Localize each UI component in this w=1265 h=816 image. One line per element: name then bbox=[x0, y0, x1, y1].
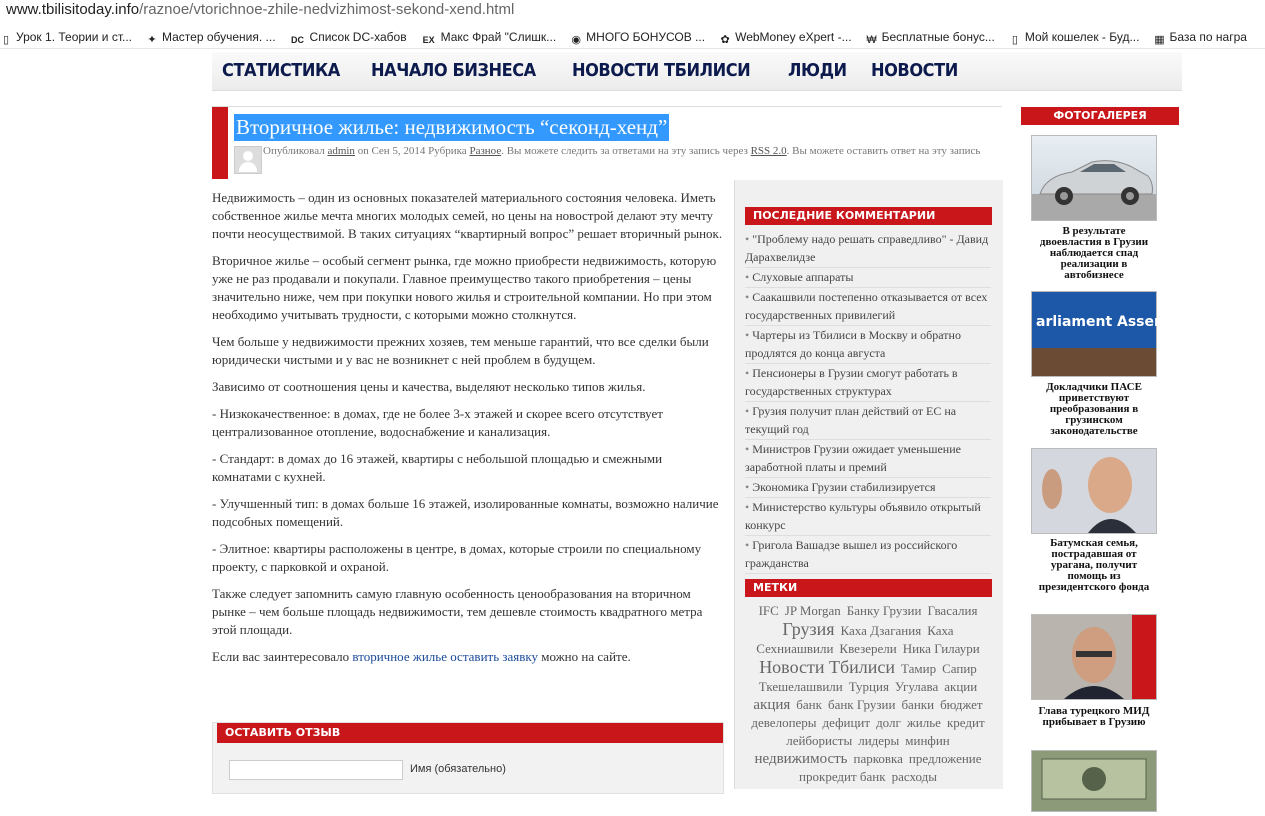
bookmark-label: Мой кошелек - Буд... bbox=[1024, 30, 1140, 44]
tag-link[interactable]: акции bbox=[944, 679, 978, 694]
tag-link[interactable]: Тамир bbox=[901, 661, 937, 676]
bookmark-item[interactable] bbox=[1153, 26, 1246, 48]
portrait-photo-icon bbox=[1032, 615, 1156, 699]
bookmark-item[interactable] bbox=[0, 26, 132, 48]
comment-link[interactable]: • Пенсионеры в Грузии смогут работать в государственных структурах bbox=[745, 364, 991, 402]
gallery-thumb-2[interactable] bbox=[1031, 291, 1179, 377]
bookmark-item[interactable] bbox=[719, 26, 852, 48]
apply-link[interactable]: вторичное жилье оставить заявку bbox=[352, 649, 539, 664]
article-title[interactable]: Вторичное жилье: недвижимость “секонд-хенд” bbox=[236, 115, 668, 139]
main-nav bbox=[212, 52, 1182, 91]
gallery-thumb-4[interactable] bbox=[1031, 614, 1157, 700]
article-paragraph: Вторичное жилье – особый сегмент рынка, где можно приобрести недвижимость, которую уже не раз продавали и покупали. Главное преимущество такого приобретения – цены значительно ниже, чем при покупки нового жилья и строительной компании. Но при этом необходимо учитывать трудности, с которыми можно столкнутся. bbox=[212, 253, 717, 322]
tag-link[interactable]: лейбористы bbox=[786, 733, 853, 748]
nav-item[interactable]: НОВОСТИ bbox=[871, 60, 959, 81]
url-text[interactable] bbox=[6, 1, 514, 18]
tag-link[interactable]: Банку Грузии bbox=[846, 603, 922, 618]
tag-link[interactable]: парковка bbox=[853, 751, 903, 766]
meta-published: Опубликовал bbox=[263, 145, 325, 157]
comment-link[interactable]: • Чартеры из Тбилиси в Москву и обратно продлятся до конца августа bbox=[745, 326, 991, 364]
tag-link[interactable]: Грузия bbox=[782, 619, 835, 639]
dc-icon: DC bbox=[291, 35, 305, 45]
tag-link[interactable]: долг bbox=[876, 715, 901, 730]
tag-link[interactable]: банки bbox=[901, 697, 935, 712]
tag-link[interactable]: прокредит банк bbox=[799, 769, 886, 784]
article-paragraph: Недвижимость – один из основных показателей материального состояния человека. Иметь собственное жилье мечта многих молодых семей, но цены на новострой делают эту мечту почти неосуществимой. В таких ситуациях “квартирный вопрос” решает вторичный рынок. bbox=[212, 190, 723, 241]
tag-link[interactable]: девелоперы bbox=[751, 715, 817, 730]
gallery-caption-1[interactable]: В результате двоевластия в Грузии наблюдается спад реализации в автобизнесе bbox=[1039, 225, 1149, 281]
tag-link[interactable]: банк Грузии bbox=[827, 697, 896, 712]
tag-link[interactable]: Сехниашвили bbox=[756, 641, 834, 656]
tag-link[interactable]: IFC bbox=[758, 603, 779, 618]
nav-item[interactable]: НОВОСТИ ТБИЛИСИ bbox=[572, 60, 751, 81]
tag-link[interactable]: Угулава bbox=[894, 679, 939, 694]
article-paragraph: Чем больше у недвижимости прежних хозяев, тем меньше гарантий, что все сделки были юридически чистыми и у вас не возникнет с ней проблем в будущем. bbox=[212, 334, 709, 367]
article-paragraph: Зависимо от соотношения цены и качества, выделяют несколько типов жилья. bbox=[212, 379, 646, 394]
name-input[interactable] bbox=[229, 760, 403, 780]
review-form bbox=[212, 722, 724, 794]
gallery-thumb-5[interactable] bbox=[1031, 750, 1157, 812]
bookmark-item[interactable] bbox=[290, 26, 407, 48]
gallery-caption-3[interactable]: Батумская семья, пострадавшая от урагана, получит помощь из президентского фонда bbox=[1038, 537, 1150, 593]
article-header bbox=[212, 106, 1002, 179]
bookmark-item[interactable] bbox=[570, 26, 705, 48]
tag-link[interactable]: Квезерели bbox=[839, 641, 897, 656]
url-path: /raznoe/vtorichnoe-zhile-nedvizhimost-sekond-xend.html bbox=[139, 1, 515, 18]
comment-link[interactable]: • Слуховые аппараты bbox=[745, 268, 991, 288]
author-link[interactable]: admin bbox=[327, 145, 355, 157]
bookmark-label: Бесплатные бонус... bbox=[881, 30, 995, 44]
tag-link[interactable]: акция bbox=[753, 697, 791, 713]
rss-link[interactable]: RSS 2.0 bbox=[750, 145, 787, 157]
webmoney-icon: ✿ bbox=[720, 34, 730, 46]
bookmarks-bar bbox=[0, 26, 1265, 49]
comment-link[interactable]: • Министров Грузии ожидает уменьшение заработной платы и премий bbox=[745, 440, 991, 478]
tag-cloud bbox=[740, 602, 996, 786]
assembly-photo-icon bbox=[1032, 292, 1179, 376]
bookmark-label: Мастер обучения. ... bbox=[161, 30, 276, 44]
tag-link[interactable]: расходы bbox=[891, 769, 937, 784]
nav-item[interactable]: НАЧАЛО БИЗНЕСА bbox=[370, 60, 536, 81]
recent-comments-header: ПОСЛЕДНИЕ КОММЕНТАРИИ bbox=[745, 207, 992, 225]
tag-link[interactable]: Гвасалия bbox=[927, 603, 978, 618]
bookmark-label: База по награ bbox=[1169, 30, 1247, 44]
comment-link[interactable]: • Саакашвили постепенно отказывается от всех государственных привилегий bbox=[745, 288, 991, 326]
tag-link[interactable]: Турция bbox=[848, 679, 889, 694]
tag-link[interactable]: предложение bbox=[908, 751, 982, 766]
tag-link[interactable]: дефицит bbox=[822, 715, 871, 730]
comment-link[interactable]: • Министерство культуры объявило открытый конкурс bbox=[745, 498, 991, 536]
gallery-header: ФОТОГАЛЕРЕЯ bbox=[1021, 107, 1179, 125]
meta-reply: . Вы можете оставить ответ на эту запись bbox=[786, 145, 981, 157]
grid-icon: ▦ bbox=[1154, 34, 1165, 46]
bookmark-label: WebMoney eXpert -... bbox=[735, 30, 852, 44]
bookmark-label: Макс Фрай "Слишк... bbox=[440, 30, 557, 44]
title-accent-bar bbox=[212, 107, 228, 179]
article-paragraph: - Улучшенный тип: в домах больше 16 этажей, изолированные комнаты, возможно наличие подсобных помещений. bbox=[212, 496, 719, 529]
bookmark-item[interactable] bbox=[146, 26, 276, 48]
url-host: www.tbilisitoday.info bbox=[6, 1, 140, 18]
tag-link[interactable]: жилье bbox=[906, 715, 941, 730]
page-icon: ▯ bbox=[1011, 34, 1018, 46]
tag-link[interactable]: бюджет bbox=[940, 697, 983, 712]
gallery-caption-2[interactable]: Докладчики ПАСЕ приветствуют преобразования в грузинском законодательстве bbox=[1046, 381, 1142, 437]
tag-link[interactable]: недвижимость bbox=[754, 751, 848, 767]
author-avatar bbox=[234, 146, 262, 174]
tag-link[interactable]: лидеры bbox=[858, 733, 900, 748]
category-link[interactable]: Разное bbox=[469, 145, 502, 157]
tag-link[interactable]: банк bbox=[796, 697, 822, 712]
nav-item[interactable]: СТАТИСТИКА bbox=[222, 60, 340, 81]
bookmark-label: МНОГО БОНУСОВ ... bbox=[586, 30, 706, 44]
article-paragraph: Также следует запомнить самую главную особенность ценообразования на вторичном рынке – чем больше площадь недвижимости, тем дешевле стоимость квадратного метра этой площади. bbox=[212, 586, 703, 637]
gallery-caption-4[interactable]: Глава турецкого МИД прибывает в Грузию bbox=[1038, 705, 1150, 728]
bookmark-item[interactable] bbox=[421, 26, 557, 48]
article-meta bbox=[263, 144, 1005, 158]
tag-link[interactable]: Сапир bbox=[942, 661, 977, 676]
name-label: Имя (обязательно) bbox=[410, 763, 506, 775]
bookmark-label: Урок 1. Теории и ст... bbox=[16, 30, 132, 44]
car-photo-icon bbox=[1032, 136, 1156, 220]
gallery-thumb-1[interactable] bbox=[1031, 135, 1157, 221]
nav-item[interactable]: ЛЮДИ bbox=[788, 60, 847, 81]
comment-link[interactable]: • "Проблему надо решать справедливо" - Давид Дарахвелидзе bbox=[745, 230, 991, 268]
bookmark-item[interactable] bbox=[866, 26, 995, 48]
meta-follow: . Вы можете следить за ответами на эту запись через bbox=[501, 145, 748, 157]
tag-link[interactable]: кредит bbox=[946, 715, 985, 730]
comment-link[interactable]: • Экономика Грузии стабилизируется bbox=[745, 478, 991, 498]
meta-date: on Сен 5, 2014 Рубрика bbox=[357, 145, 467, 157]
tag-link[interactable]: Ткешелашвили bbox=[758, 679, 843, 694]
comment-link[interactable]: • Грузия получит план действий от ЕС на текущий год bbox=[745, 402, 991, 440]
bookmark-label: Список DC-хабов bbox=[309, 30, 407, 44]
tag-link[interactable]: Каха bbox=[927, 623, 954, 638]
last-text-before: Если вас заинтересовало bbox=[212, 649, 350, 664]
article-paragraph: - Стандарт: в домах до 16 этажей, квартиры с небольшой площадью и смежными комнатами с кухней. bbox=[212, 451, 663, 484]
address-bar[interactable] bbox=[0, 0, 1265, 22]
review-header: ОСТАВИТЬ ОТЗЫВ bbox=[217, 723, 723, 743]
gallery-thumb-3[interactable] bbox=[1031, 448, 1157, 534]
bookmark-item[interactable] bbox=[1009, 26, 1140, 48]
comment-link[interactable]: • Григола Вашадзе вышел из российского гражданства bbox=[745, 536, 991, 574]
page-icon: ▯ bbox=[2, 34, 10, 46]
last-text-after: можно на сайте. bbox=[541, 649, 631, 664]
tag-link[interactable]: минфин bbox=[905, 733, 950, 748]
recent-comments-list bbox=[745, 230, 991, 574]
puzzle-icon: ✦ bbox=[147, 34, 157, 46]
coin-icon: ◉ bbox=[571, 34, 581, 46]
tag-link[interactable]: Ника Гилаури bbox=[902, 641, 980, 656]
money-photo-icon bbox=[1032, 751, 1156, 811]
article-body bbox=[212, 189, 724, 675]
tag-link[interactable]: Новости Тбилиси bbox=[759, 657, 896, 677]
portrait-photo-icon bbox=[1032, 449, 1156, 533]
ex-icon: EX bbox=[422, 35, 435, 45]
photo-text: arliament Assemb bbox=[1036, 314, 1179, 330]
article-paragraph: - Элитное: квартиры расположены в центре, в домах, которые строили по специальному проекту, с парковкой и охраной. bbox=[212, 541, 702, 574]
wm-icon: ₩ bbox=[866, 34, 877, 46]
tags-header: МЕТКИ bbox=[745, 579, 992, 597]
article-paragraph: - Низкокачественное: в домах, где не более 3-х этажей и скорее всего отсутствует централизованное отопление, водоснабжение и канализация. bbox=[212, 406, 663, 439]
tag-link[interactable]: JP Morgan bbox=[784, 603, 841, 618]
article-last-paragraph bbox=[212, 648, 724, 666]
tag-link[interactable]: Каха Дзагания bbox=[840, 623, 922, 638]
